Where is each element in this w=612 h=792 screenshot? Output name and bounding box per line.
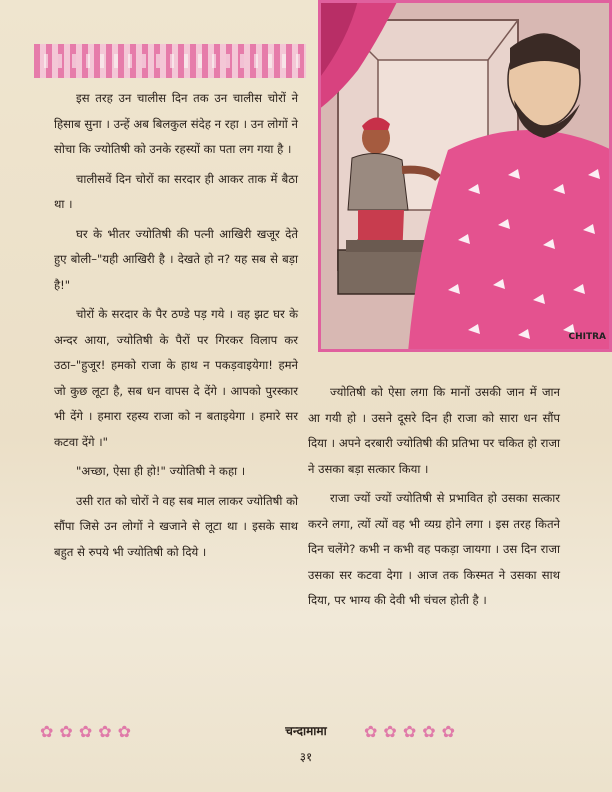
right-text-column [308, 380, 560, 614]
paragraph: ज्योतिषी को ऐसा लगा कि मानों उसकी जान में जान आ गयी हो । उसने दूसरे दिन ही राजा को सारा धन सौंप दिया । अपने दरबारी ज्योतिषी की प्रतिभा पर चकित हो राजा ने उसका बड़ा सत्कार किया । [308, 385, 560, 476]
paragraph: इस तरह उन चालीस दिन तक उन चालीस चोरों ने हिसाब सुना । उन्हें अब बिलकुल संदेह न रहा । उन लोगों ने सोचा कि ज्योतिषी को उनके रहस्यों का पता लग गया है । [54, 91, 298, 156]
footer-ornament-left: ✿✿✿✿✿ [40, 722, 138, 741]
footer-ornament-right: ✿✿✿✿✿ [364, 722, 462, 741]
paragraph: "अच्छा, ऐसा ही हो!" ज्योतिषी ने कहा । [76, 464, 246, 478]
paragraph: चालीसवें दिन चोरों का सरदार ही आकर ताक में बैठा था । [54, 171, 298, 211]
decorative-border [34, 44, 306, 78]
page-number: ३१ [299, 750, 313, 764]
paragraph: राजा ज्यों ज्यों ज्योतिषी से प्रभावित हो उसका सत्कार करने लगा, त्यों त्यों वह भी व्यग्र होने लगा । इस तरह कितने दिन चलेंगे? कभी न कभी वह पकड़ा जायगा । उस दिन राजा उसका सर कटवा देगा । आज तक किस्मत ने उसका साथ दिया, पर भाग्य की देवी भी चंचल होती है । [308, 491, 560, 607]
paragraph: चोरों के सरदार के पैर ठण्डे पड़ गये । वह झट घर के अन्दर आया, ज्योतिषी के पैरों पर गिरकर विलाप कर उठा–"हुजूर! हमको राजा के हाथ न पकड़वाइयेगा! हमने जो कुछ लूटा है, सब धन वापस दे देंगे । आपको पुरस्कार भी देंगे । हमारा रहस्य राजा को न बताइयेगा । हमारे सर कटवा देंगे ।" [54, 307, 298, 449]
illustration-drawing [318, 0, 612, 352]
left-text-column [54, 86, 298, 565]
paragraph: उसी रात को चोरों ने वह सब माल लाकर ज्योतिषी को सौंपा जिसे उन लोगों ने खजाने से लूटा था । इसके साथ बहुत से रुपये भी ज्योतिषी को दिये । [54, 493, 298, 559]
story-illustration [318, 0, 612, 352]
paragraph: घर के भीतर ज्योतिषी की पत्नी आखिरी खजूर देते हुए बोली–"यही आखिरी है । देखते हो न? यह सब से बड़ा है!" [54, 226, 298, 292]
magazine-title: चन्दामामा [285, 724, 327, 738]
artist-signature: CHITRA [568, 332, 606, 342]
